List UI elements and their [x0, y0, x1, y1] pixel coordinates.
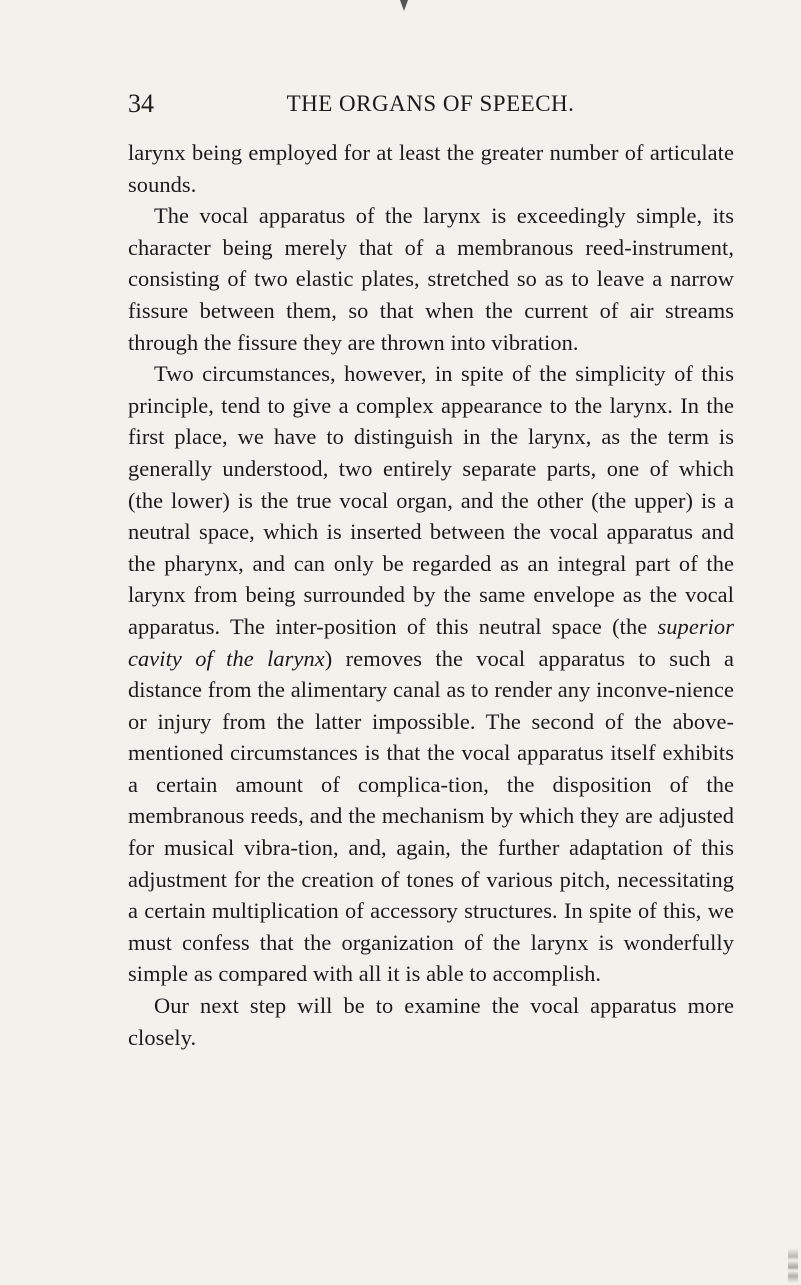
italic-term-superior-cavity: superior cavity of the larynx [128, 613, 734, 671]
paragraph-3-text-after: ) removes the vocal apparatus to such a distance from the alimentary canal as to render any inconve-nience or injury from the latter impossible. The second of the above-mentioned circumstances is that the vocal apparatus itself exhibits a certain amount of complica-tion, the disposition of the membranous reeds, and the mechanism by which they are adjusted for musical vibra-tion, and, again, the further adaptation of this adjustment for the creation of tones of various pitch, necessitating a certain multiplication of accessory structures. In spite of this, we must confess that the organization of the larynx is wonderfully simple as compared with all it is able to accomplish. [128, 645, 734, 987]
paragraph-3 [128, 358, 734, 990]
paragraph-3-text-before: Two circumstances, however, in spite of the simplicity of this principle, tend to give a complex appearance to the larynx. In the first place, we have to distinguish in the larynx, as the term is generally understood, two entirely separate parts, one of which (the lower) is the true vocal organ, and the other (the upper) is a neutral space, which is inserted between the vocal apparatus and the pharynx, and can only be regarded as an integral part of the larynx from being surrounded by the same envelope as the vocal apparatus. The inter-position of this neutral space (the [128, 361, 734, 639]
body-text [128, 137, 734, 1053]
page-number: 34 [128, 89, 154, 118]
paragraph-1: larynx being employed for at least the greater number of articulate sounds. [128, 140, 734, 197]
page-edge-mark [788, 1248, 798, 1283]
paragraph-4: Our next step will be to examine the vocal apparatus more closely. [128, 993, 734, 1050]
page-header [128, 89, 733, 119]
running-title: THE ORGANS OF SPEECH. [286, 91, 575, 116]
paragraph-2: The vocal apparatus of the larynx is exceedingly simple, its character being merely that of a membranous reed-instrument, consisting of two elastic plates, stretched so as to leave a narrow fissure between them, so that when the current of air streams through the fissure they are thrown into vibration. [128, 203, 734, 355]
printer-mark [400, 0, 408, 11]
